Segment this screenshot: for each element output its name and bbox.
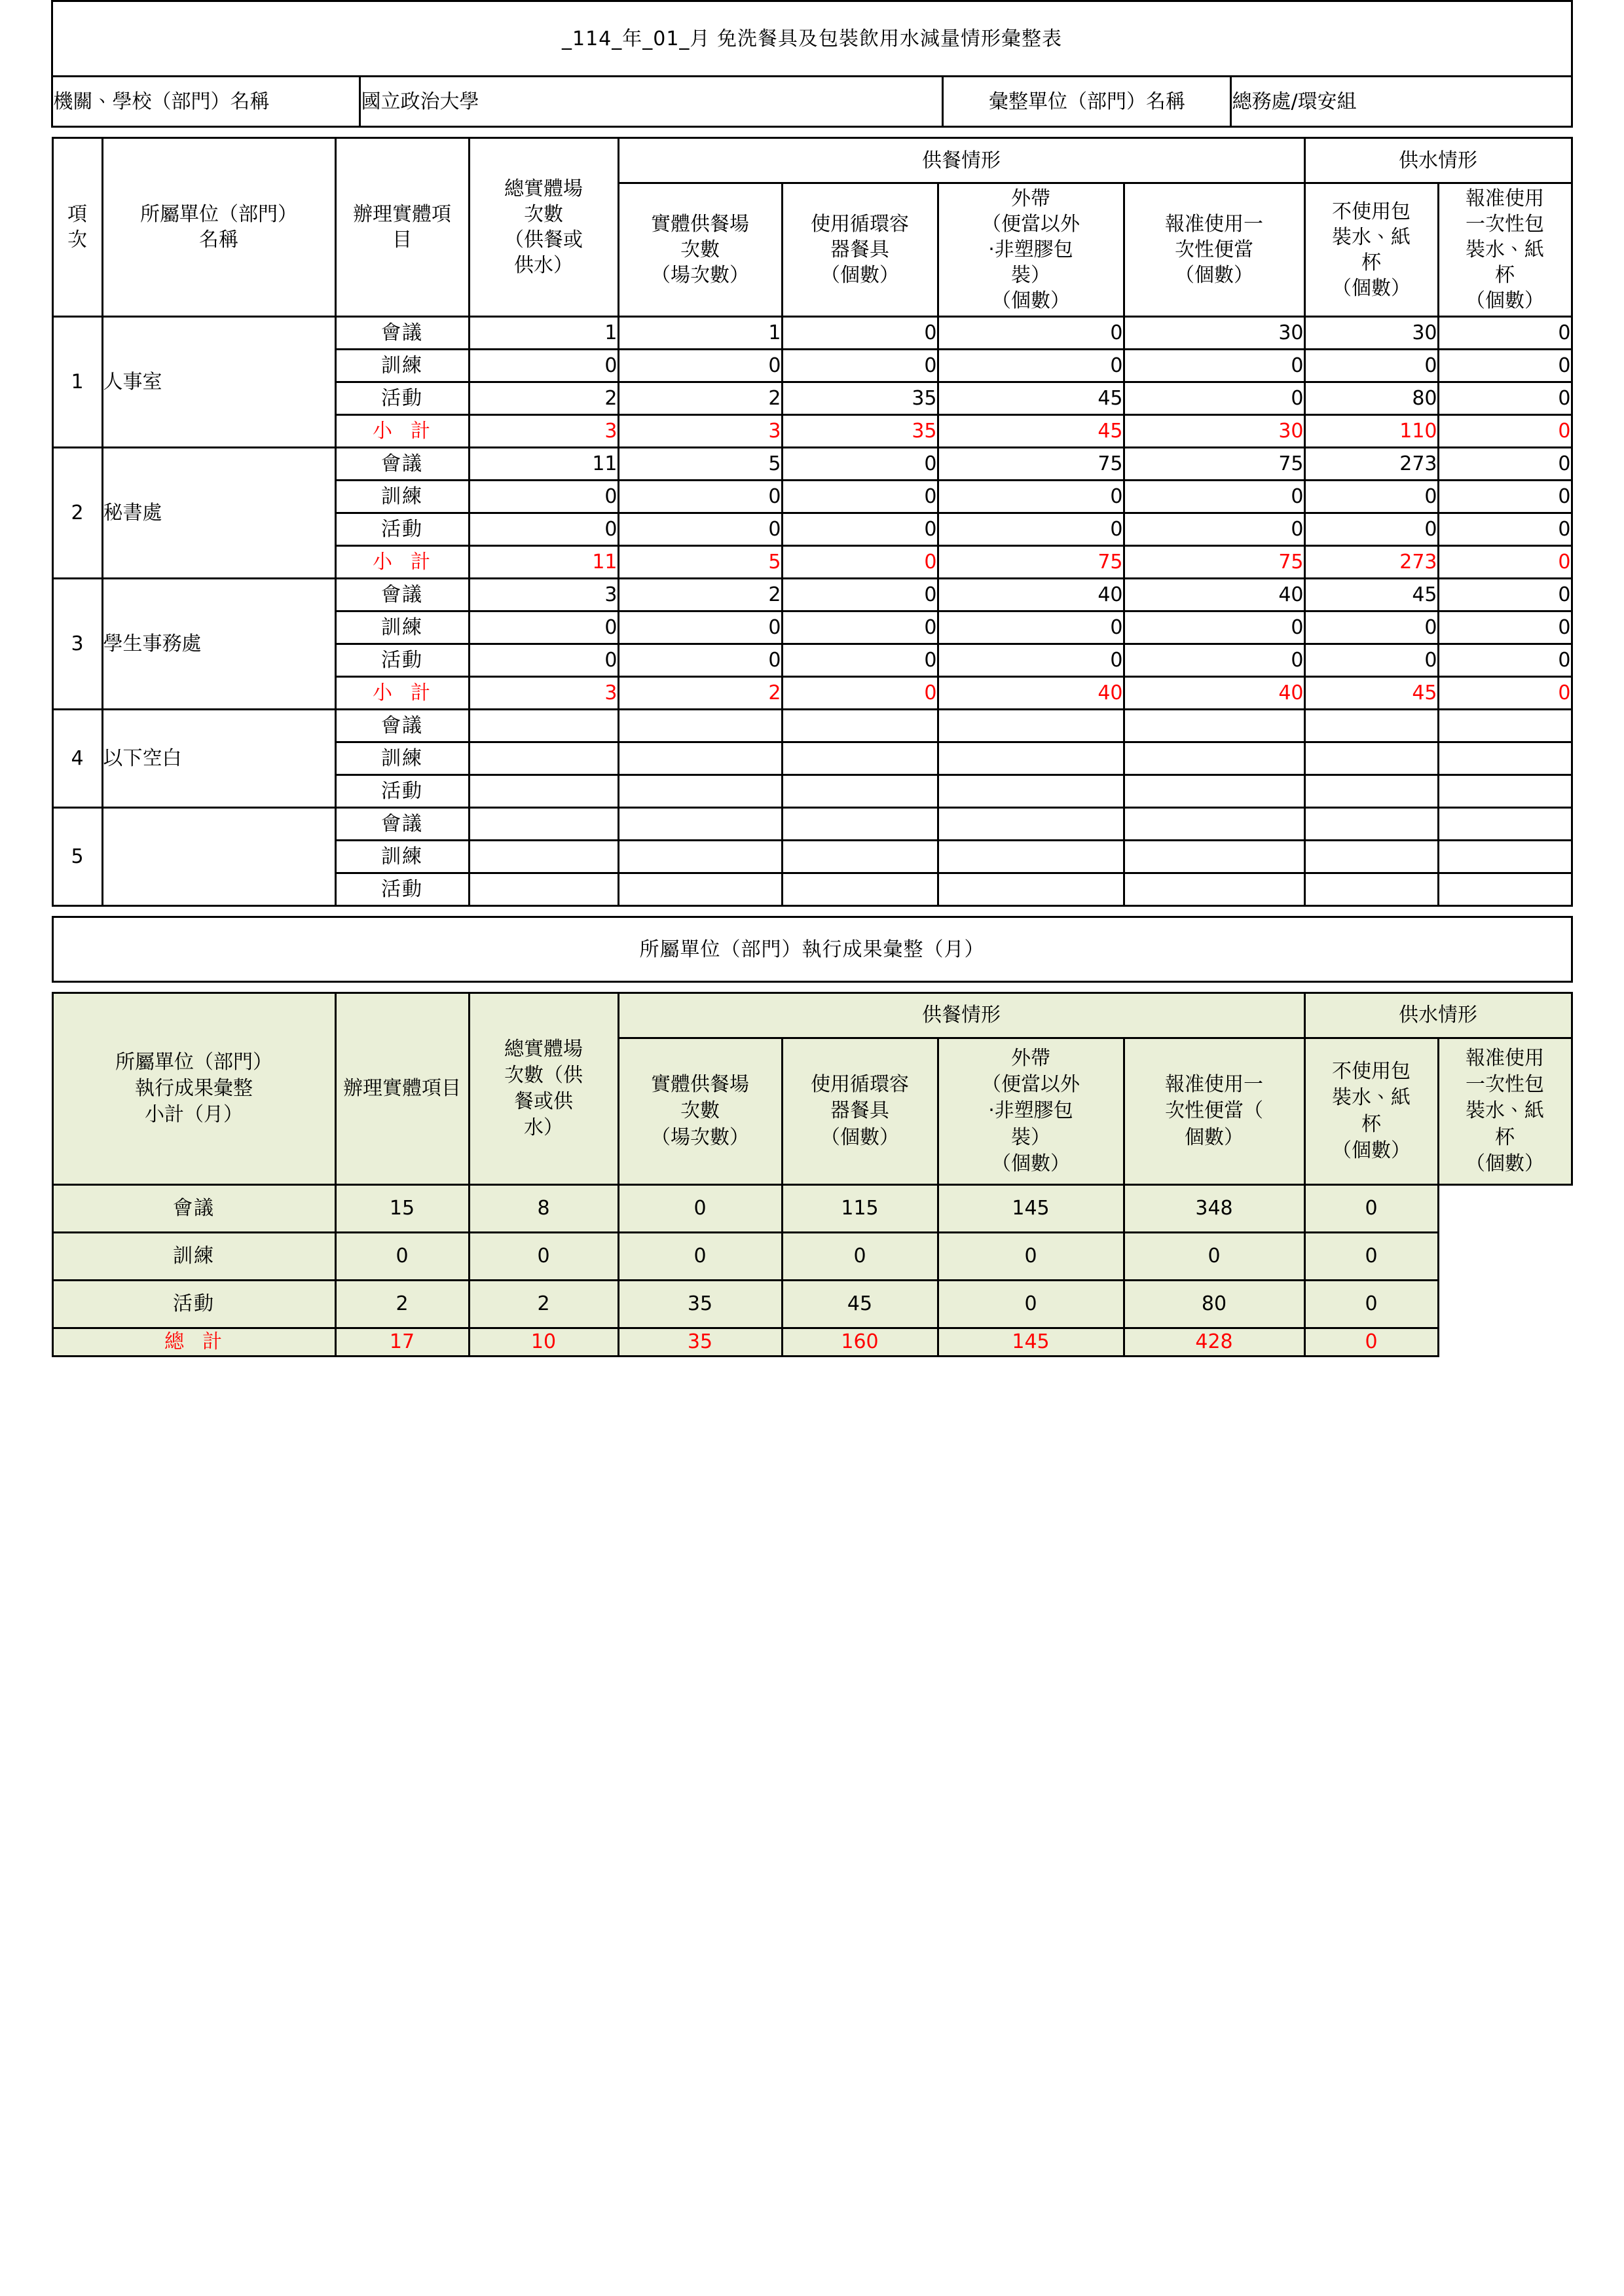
row-value-cell[interactable]: 0 (469, 350, 618, 382)
title-row (52, 1, 1572, 77)
subtotal-value-cell: 0 (782, 677, 938, 710)
row-value-cell[interactable] (938, 873, 1124, 906)
section-banner-table (52, 916, 1573, 983)
summary-value-cell: 8 (469, 1185, 618, 1233)
subtotal-value-cell: 0 (782, 546, 938, 579)
row-value-cell[interactable] (1304, 742, 1438, 775)
row-item-label: 訓練 (335, 611, 469, 644)
row-value-cell[interactable]: 40 (938, 579, 1124, 611)
row-value-cell[interactable] (1438, 873, 1572, 906)
title-meta-table (51, 0, 1572, 128)
summary-value-cell: 115 (782, 1185, 938, 1233)
section-banner-text: 所屬單位（部門）執行成果彙整（月） (52, 917, 1572, 982)
summary-item-label: 訓練 (52, 1233, 335, 1281)
row-value-cell[interactable] (782, 808, 938, 841)
summary-value-cell: 0 (335, 1233, 469, 1281)
subtotal-label: 小 計 (335, 415, 469, 448)
row-value-cell[interactable] (469, 710, 618, 742)
summary-header-approved-bento: 報准使用一 次性便當（ 個數） (1124, 1038, 1304, 1185)
row-item-label: 活動 (335, 513, 469, 546)
row-value-cell[interactable] (1124, 841, 1304, 873)
header-approved-bento: 報准使用一 次性便當 （個數） (1124, 183, 1304, 317)
summary-value-cell: 0 (618, 1185, 782, 1233)
row-value-cell[interactable]: 0 (618, 513, 782, 546)
subtotal-value-cell: 11 (469, 546, 618, 579)
row-value-cell[interactable]: 35 (782, 382, 938, 415)
summary-value-cell: 0 (1124, 1233, 1304, 1281)
row-value-cell[interactable] (782, 841, 938, 873)
header-no-bottled: 不使用包 裝水、紙 杯 （個數） (1304, 183, 1438, 317)
header-unit-name: 所屬單位（部門） 名稱 (102, 138, 335, 317)
row-value-cell[interactable]: 0 (1438, 317, 1572, 350)
row-value-cell[interactable]: 0 (618, 644, 782, 677)
row-item-label: 訓練 (335, 350, 469, 382)
row-value-cell[interactable]: 0 (938, 481, 1124, 513)
summary-value-cell: 0 (1304, 1233, 1438, 1281)
row-item-label: 會議 (335, 448, 469, 481)
row-unit-name[interactable]: 以下空白 (102, 710, 335, 808)
summary-value-cell: 0 (782, 1233, 938, 1281)
row-item-label: 活動 (335, 873, 469, 906)
page-title: _114_年_01_月 免洗餐具及包裝飲用水減量情形彙整表 (52, 1, 1572, 77)
row-value-cell[interactable] (469, 808, 618, 841)
header-approved-bottled: 報准使用 一次性包 裝水、紙 杯 （個數） (1438, 183, 1572, 317)
row-value-cell[interactable]: 0 (1438, 382, 1572, 415)
table-row (52, 579, 1572, 611)
row-value-cell[interactable] (1438, 775, 1572, 808)
summary-row (52, 1233, 1572, 1281)
subtotal-value-cell: 0 (1438, 546, 1572, 579)
summary-table (52, 992, 1573, 1357)
subtotal-label: 小 計 (335, 546, 469, 579)
main-header-group-row (52, 138, 1572, 183)
subtotal-value-cell: 75 (938, 546, 1124, 579)
header-item: 辦理實體項 目 (335, 138, 469, 317)
row-value-cell[interactable]: 0 (618, 350, 782, 382)
row-value-cell[interactable] (1304, 775, 1438, 808)
row-value-cell[interactable]: 0 (469, 644, 618, 677)
row-value-cell[interactable] (469, 841, 618, 873)
summary-value-cell: 15 (335, 1185, 469, 1233)
summary-row (52, 1185, 1572, 1233)
grand-total-value-cell: 17 (335, 1328, 469, 1357)
summary-value-cell: 348 (1124, 1185, 1304, 1233)
row-value-cell[interactable]: 1 (469, 317, 618, 350)
row-value-cell[interactable]: 0 (1438, 644, 1572, 677)
row-value-cell[interactable]: 0 (782, 481, 938, 513)
row-value-cell[interactable]: 0 (469, 513, 618, 546)
row-value-cell[interactable]: 2 (469, 382, 618, 415)
subtotal-value-cell: 35 (782, 415, 938, 448)
summary-header-group-water: 供水情形 (1304, 993, 1572, 1038)
grand-total-label: 總 計 (52, 1328, 335, 1357)
row-value-cell[interactable]: 0 (782, 448, 938, 481)
subtotal-value-cell: 30 (1124, 415, 1304, 448)
summary-header-approved-bottled: 報准使用 一次性包 裝水、紙 杯 （個數） (1438, 1038, 1572, 1185)
row-value-cell[interactable] (1124, 873, 1304, 906)
subtotal-value-cell: 45 (1304, 677, 1438, 710)
summary-header-total-sessions: 總實體場 次數（供 餐或供 水） (469, 993, 618, 1185)
row-value-cell[interactable]: 0 (1124, 513, 1304, 546)
row-index: 2 (52, 448, 102, 579)
row-value-cell[interactable]: 0 (1124, 481, 1304, 513)
subtotal-value-cell: 3 (618, 415, 782, 448)
table-row (52, 808, 1572, 841)
subtotal-value-cell: 0 (1438, 415, 1572, 448)
row-value-cell[interactable]: 2 (618, 579, 782, 611)
grand-total-value-cell: 160 (782, 1328, 938, 1357)
row-item-label: 會議 (335, 710, 469, 742)
row-value-cell[interactable]: 80 (1304, 382, 1438, 415)
row-value-cell[interactable] (1438, 841, 1572, 873)
row-value-cell[interactable]: 0 (782, 513, 938, 546)
summary-header-takeout: 外帶 （便當以外 ‧非塑膠包 裝） （個數） (938, 1038, 1124, 1185)
row-value-cell[interactable] (1304, 808, 1438, 841)
row-value-cell[interactable]: 75 (1124, 448, 1304, 481)
row-value-cell[interactable]: 0 (1438, 481, 1572, 513)
row-value-cell[interactable]: 0 (1438, 448, 1572, 481)
row-value-cell[interactable] (618, 808, 782, 841)
row-value-cell[interactable] (938, 710, 1124, 742)
header-group-meal: 供餐情形 (618, 138, 1304, 183)
row-value-cell[interactable]: 0 (782, 317, 938, 350)
row-item-label: 活動 (335, 775, 469, 808)
row-value-cell[interactable]: 40 (1124, 579, 1304, 611)
summary-row-label: 所屬單位（部門） 執行成果彙整 小計（月） (52, 993, 335, 1185)
row-value-cell[interactable] (1438, 710, 1572, 742)
row-value-cell[interactable] (618, 742, 782, 775)
row-value-cell[interactable]: 0 (1304, 350, 1438, 382)
row-value-cell[interactable]: 0 (1124, 611, 1304, 644)
row-value-cell[interactable] (469, 873, 618, 906)
main-data-table (52, 137, 1573, 907)
row-index: 5 (52, 808, 102, 906)
summary-header-reusable: 使用循環容 器餐具 （個數） (782, 1038, 938, 1185)
row-value-cell[interactable]: 273 (1304, 448, 1438, 481)
row-item-label: 會議 (335, 579, 469, 611)
org-name-label: 機關、學校（部門）名稱 (52, 77, 360, 127)
row-value-cell[interactable]: 11 (469, 448, 618, 481)
header-meal-sessions: 實體供餐場 次數 （場次數） (618, 183, 782, 317)
header-reusable: 使用循環容 器餐具 （個數） (782, 183, 938, 317)
row-value-cell[interactable] (782, 742, 938, 775)
summary-row (52, 1281, 1572, 1328)
row-value-cell[interactable] (618, 775, 782, 808)
row-value-cell[interactable]: 0 (938, 611, 1124, 644)
row-value-cell[interactable]: 0 (1304, 611, 1438, 644)
row-value-cell[interactable]: 0 (469, 611, 618, 644)
row-value-cell[interactable]: 0 (1304, 513, 1438, 546)
row-value-cell[interactable]: 0 (782, 350, 938, 382)
summary-value-cell: 2 (469, 1281, 618, 1328)
row-value-cell[interactable]: 45 (1304, 579, 1438, 611)
summary-header-group-meal: 供餐情形 (618, 993, 1304, 1038)
row-value-cell[interactable]: 0 (618, 481, 782, 513)
row-value-cell[interactable]: 0 (1304, 481, 1438, 513)
row-value-cell[interactable]: 0 (618, 611, 782, 644)
summary-value-cell: 145 (938, 1185, 1124, 1233)
summary-value-cell: 45 (782, 1281, 938, 1328)
row-unit-name[interactable]: 學生事務處 (102, 579, 335, 710)
banner-row (52, 917, 1572, 982)
summary-value-cell: 0 (618, 1233, 782, 1281)
row-item-label: 活動 (335, 382, 469, 415)
row-value-cell[interactable] (618, 841, 782, 873)
row-index: 1 (52, 317, 102, 448)
table-row (52, 448, 1572, 481)
row-value-cell[interactable] (1438, 742, 1572, 775)
summary-value-cell: 2 (335, 1281, 469, 1328)
meta-row (52, 77, 1572, 127)
row-value-cell[interactable]: 0 (1438, 579, 1572, 611)
row-value-cell[interactable]: 0 (938, 350, 1124, 382)
subtotal-value-cell: 3 (469, 415, 618, 448)
row-unit-name[interactable]: 秘書處 (102, 448, 335, 579)
table-row (52, 317, 1572, 350)
row-value-cell[interactable] (1438, 808, 1572, 841)
row-value-cell[interactable]: 0 (782, 611, 938, 644)
summary-value-cell: 0 (938, 1233, 1124, 1281)
row-index: 4 (52, 710, 102, 808)
row-value-cell[interactable]: 0 (1438, 513, 1572, 546)
summary-value-cell: 35 (618, 1281, 782, 1328)
row-value-cell[interactable] (938, 808, 1124, 841)
row-value-cell[interactable]: 75 (938, 448, 1124, 481)
table-row (52, 710, 1572, 742)
row-value-cell[interactable] (1124, 710, 1304, 742)
row-item-label: 訓練 (335, 742, 469, 775)
compiler-unit-value[interactable]: 總務處/環安組 (1231, 77, 1572, 127)
summary-value-cell: 0 (938, 1281, 1124, 1328)
row-value-cell[interactable]: 0 (938, 513, 1124, 546)
row-item-label: 活動 (335, 644, 469, 677)
row-value-cell[interactable]: 0 (1304, 644, 1438, 677)
subtotal-value-cell: 110 (1304, 415, 1438, 448)
row-value-cell[interactable]: 30 (1304, 317, 1438, 350)
row-value-cell[interactable] (1304, 841, 1438, 873)
row-value-cell[interactable] (782, 873, 938, 906)
row-value-cell[interactable] (1124, 742, 1304, 775)
row-value-cell[interactable] (782, 775, 938, 808)
row-value-cell[interactable]: 30 (1124, 317, 1304, 350)
summary-header-item: 辦理實體項目 (335, 993, 469, 1185)
row-value-cell[interactable]: 3 (469, 579, 618, 611)
row-index: 3 (52, 579, 102, 710)
row-value-cell[interactable] (938, 775, 1124, 808)
subtotal-value-cell: 2 (618, 677, 782, 710)
subtotal-value-cell: 40 (938, 677, 1124, 710)
subtotal-value-cell: 5 (618, 546, 782, 579)
row-value-cell[interactable]: 0 (938, 317, 1124, 350)
grand-total-value-cell: 428 (1124, 1328, 1304, 1357)
summary-value-cell: 80 (1124, 1281, 1304, 1328)
row-value-cell[interactable] (938, 742, 1124, 775)
row-value-cell[interactable] (618, 873, 782, 906)
subtotal-value-cell: 40 (1124, 677, 1304, 710)
row-item-label: 訓練 (335, 481, 469, 513)
row-value-cell[interactable]: 0 (782, 644, 938, 677)
row-value-cell[interactable]: 0 (1438, 611, 1572, 644)
header-takeout: 外帶 （便當以外 ‧非塑膠包 裝） （個數） (938, 183, 1124, 317)
subtotal-value-cell: 3 (469, 677, 618, 710)
row-value-cell[interactable]: 0 (1438, 350, 1572, 382)
row-item-label: 訓練 (335, 841, 469, 873)
row-item-label: 會議 (335, 317, 469, 350)
row-value-cell[interactable] (1124, 775, 1304, 808)
row-value-cell[interactable] (1124, 808, 1304, 841)
row-value-cell[interactable]: 5 (618, 448, 782, 481)
row-value-cell[interactable] (1304, 710, 1438, 742)
row-value-cell[interactable] (469, 742, 618, 775)
grand-total-row (52, 1328, 1572, 1357)
subtotal-label: 小 計 (335, 677, 469, 710)
summary-header-group-row (52, 993, 1572, 1038)
subtotal-value-cell: 45 (938, 415, 1124, 448)
subtotal-value-cell: 0 (1438, 677, 1572, 710)
row-value-cell[interactable] (618, 710, 782, 742)
row-value-cell[interactable]: 0 (782, 579, 938, 611)
row-value-cell[interactable] (938, 841, 1124, 873)
summary-value-cell: 0 (469, 1233, 618, 1281)
grand-total-value-cell: 10 (469, 1328, 618, 1357)
row-value-cell[interactable]: 0 (1124, 644, 1304, 677)
org-name-value[interactable]: 國立政治大學 (360, 77, 943, 127)
row-value-cell[interactable]: 0 (1124, 382, 1304, 415)
row-unit-name[interactable] (102, 808, 335, 906)
summary-value-cell: 0 (1304, 1185, 1438, 1233)
header-total-sessions: 總實體場 次數 （供餐或 供水） (469, 138, 618, 317)
subtotal-value-cell: 75 (1124, 546, 1304, 579)
summary-header-no-bottled: 不使用包 裝水、紙 杯 （個數） (1304, 1038, 1438, 1185)
subtotal-value-cell: 273 (1304, 546, 1438, 579)
row-value-cell[interactable]: 2 (618, 382, 782, 415)
header-group-water: 供水情形 (1304, 138, 1572, 183)
row-value-cell[interactable]: 0 (1124, 350, 1304, 382)
grand-total-value-cell: 35 (618, 1328, 782, 1357)
row-value-cell[interactable] (1304, 873, 1438, 906)
row-unit-name[interactable]: 人事室 (102, 317, 335, 448)
header-index: 項 次 (52, 138, 102, 317)
summary-item-label: 活動 (52, 1281, 335, 1328)
row-value-cell[interactable] (469, 775, 618, 808)
compiler-unit-label: 彙整單位（部門）名稱 (943, 77, 1231, 127)
row-item-label: 會議 (335, 808, 469, 841)
summary-value-cell: 0 (1304, 1281, 1438, 1328)
row-value-cell[interactable]: 0 (938, 644, 1124, 677)
summary-item-label: 會議 (52, 1185, 335, 1233)
row-value-cell[interactable]: 45 (938, 382, 1124, 415)
row-value-cell[interactable]: 0 (469, 481, 618, 513)
row-value-cell[interactable] (782, 710, 938, 742)
row-value-cell[interactable]: 1 (618, 317, 782, 350)
summary-header-meal-sessions: 實體供餐場 次數 （場次數） (618, 1038, 782, 1185)
grand-total-value-cell: 145 (938, 1328, 1124, 1357)
grand-total-value-cell: 0 (1304, 1328, 1438, 1357)
